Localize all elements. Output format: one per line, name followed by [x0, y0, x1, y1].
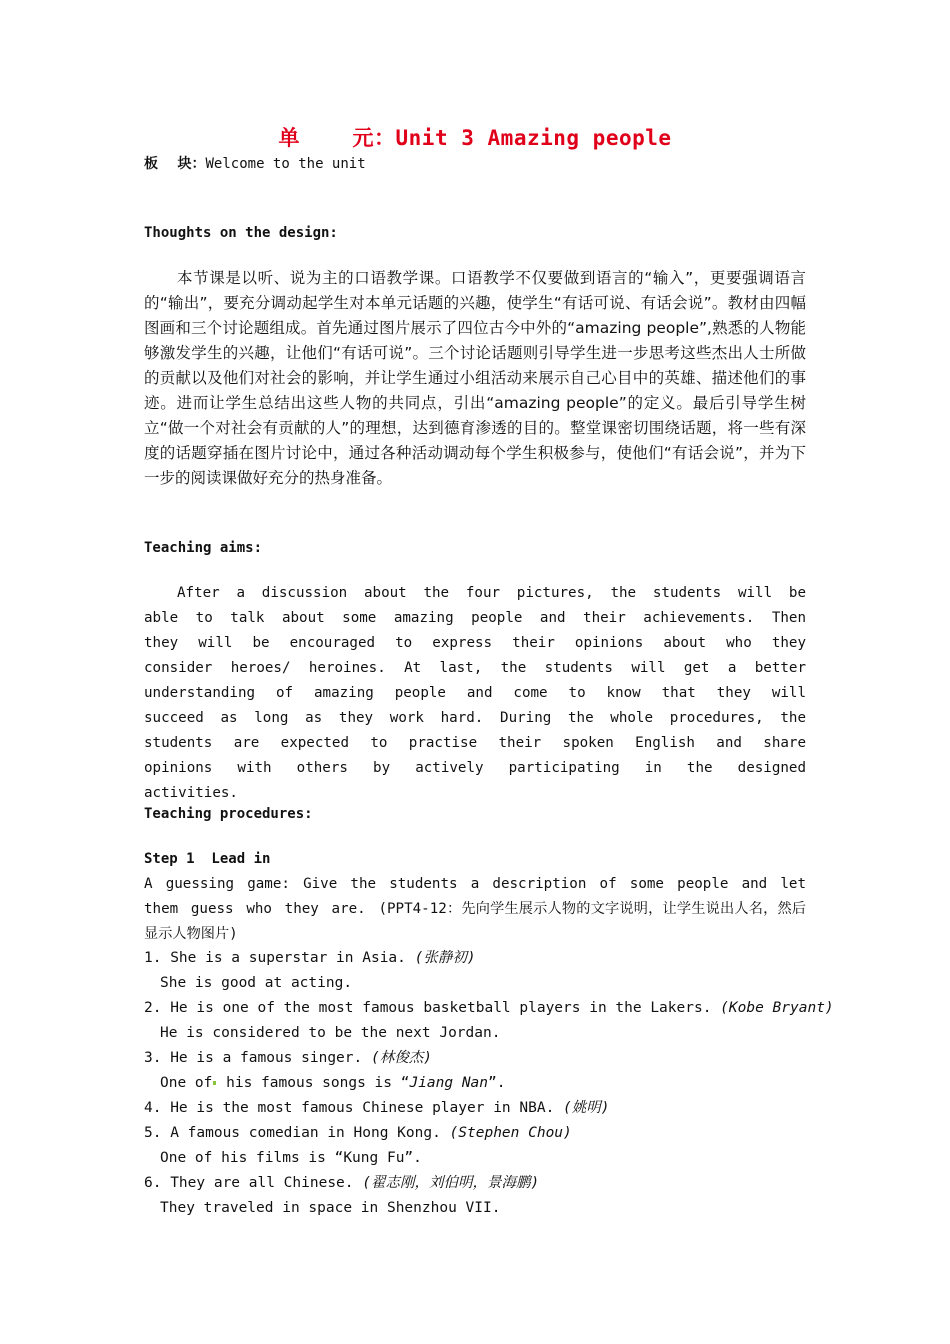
list-item-note: He is considered to be the next Jordan. — [160, 1025, 501, 1041]
step1-intro: A guessing game: Give the students a description of some people and let them guess who they are. (PPT4-12：先向学生展示人物的文字说明，让学生说出人名，然后显示人物图片) — [144, 876, 806, 942]
design-heading: Thoughts on the design: — [144, 225, 338, 241]
list-item-note: They traveled in space in Shenzhou VII. — [160, 1200, 501, 1216]
answer: (姚明) — [563, 1100, 610, 1116]
list-item: 4. He is the most famous Chinese player in NBA. (姚明) — [144, 1100, 610, 1116]
answer: (张静初) — [414, 950, 476, 966]
step1-heading: Step 1 Lead in — [144, 851, 271, 867]
procedures-heading: Teaching procedures: — [144, 806, 313, 822]
answer: (Kobe Bryant) — [720, 1000, 834, 1016]
design-paragraph: 本节课是以听、说为主的口语教学课。口语教学不仅要做到语言的“输入”，更要强调语言的“输出”，要充分调动起学生对本单元话题的兴趣，使学生“有话可说、有话会说”。教材由四幅图画和三个讨论题组成。首先通过图片展示了四位古今中外的“amazing people”,熟悉的人物能够激发学生的兴趣，让他们“有话可说”。三个讨论话题则引导学生进一步思考这些杰出人士所做的贡献以及他们对社会的影响，并让学生通过小组活动来展示自己心目中的英雄、描述他们的事迹。进而让学生总结出这些人物的共同点，引出“amazing people”的定义。最后引导学生树立“做一个对社会有贡献的人”的理想，达到德育渗透的目的。整堂课密切围绕话题，将一些有深度的话题穿插在图片讨论中，通过各种活动调动每个学生积极参与，使他们“有话会说”，并为下一步的阅读课做好充分的热身准备。 — [144, 269, 806, 487]
list-item: 2. He is one of the most famous basketball players in the Lakers. (Kobe Bryant) — [144, 1000, 834, 1016]
section-label: 板 块： — [144, 156, 206, 172]
list-item: 3. He is a famous singer. (林俊杰) — [144, 1050, 432, 1066]
list-item: 5. A famous comedian in Hong Kong. (Stephen Chou) — [144, 1125, 572, 1141]
aims-paragraph: After a discussion about the four pictures, the students will be able to talk about some amazing people and their achievements. Then they will be encouraged to express their opinions about who they consider heroes/ heroines. At last, the students will get a better understanding of amazing people and come to know that they will succeed as long as they work hard. During the whole procedures, the students are expected to practise their spoken English and share opinions with others by actively participating in the designed activities. — [144, 585, 806, 801]
answer: (翟志刚，刘伯明，景海鹏) — [362, 1175, 540, 1191]
answer: (Stephen Chou) — [449, 1125, 572, 1141]
list-item-note: She is good at acting. — [160, 975, 353, 991]
list-item: 6. They are all Chinese. (翟志刚，刘伯明，景海鹏) — [144, 1175, 540, 1191]
marker-dot — [213, 1081, 216, 1085]
aims-heading: Teaching aims: — [144, 540, 263, 556]
list-item: 1. She is a superstar in Asia. (张静初) — [144, 950, 476, 966]
answer: (林俊杰) — [370, 1050, 432, 1066]
section-value: Welcome to the unit — [205, 156, 366, 172]
section-line — [144, 152, 366, 177]
list-item-note: One of his films is “Kung Fu”. — [160, 1150, 422, 1166]
list-item-note: One of his famous songs is “Jiang Nan”. — [160, 1075, 506, 1091]
unit-title: 单 元：Unit 3 Amazing people — [278, 126, 672, 150]
